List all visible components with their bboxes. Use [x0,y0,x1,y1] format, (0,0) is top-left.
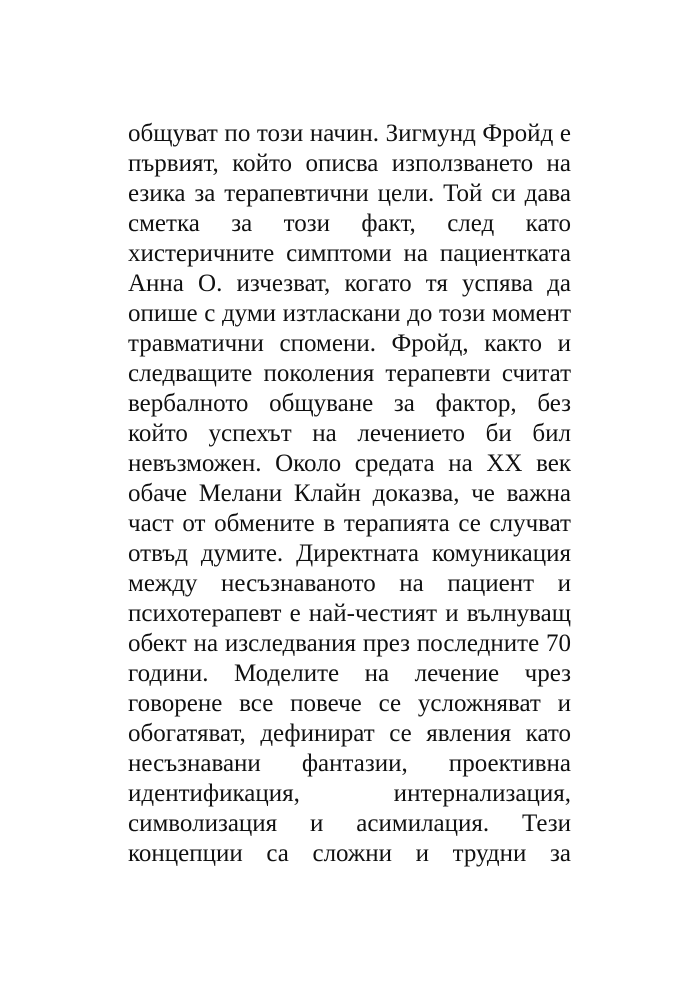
text-line-4: сметка за този факт, след като [128,210,571,237]
text-line-17: психотерапевт е най-честият и вълнуващ [128,600,571,627]
text-line-18: обект на изследвания през последните 70 [128,630,571,657]
text-line-12: невъзможен. Около средата на XX век [128,450,571,477]
text-line-10: вербалното общуване за фактор, без [128,390,571,417]
body-text [128,119,571,869]
text-line-20: говорене все повече се усложняват и [128,690,571,717]
text-line-7: опише с думи изтласкани до този момент [128,300,571,327]
text-line-13: обаче Мелани Клайн доказва, че важна [128,480,571,507]
text-line-9: следващите поколения терапевти считат [128,360,571,387]
text-line-16: между несъзнаваното на пациент и [128,570,571,597]
text-line-25: концепции са сложни и трудни за [128,840,571,867]
text-line-11: който успехът на лечението би бил [128,420,571,447]
text-line-6: Анна О. изчезват, когато тя успява да [128,270,571,297]
text-line-21: обогатяват, дефинират се явления като [128,720,571,747]
text-line-24: символизация и асимилация. Тези [128,810,571,837]
text-line-23: идентификация, интернализация, [128,780,571,807]
text-line-5: хистеричните симптоми на пациентката [128,240,571,267]
text-line-1: общуват по този начин. Зигмунд Фройд е [128,120,571,147]
text-line-19: години. Моделите на лечение чрез [128,660,571,687]
text-line-8: травматични спомени. Фройд, както и [128,330,571,357]
text-line-3: езика за терапевтични цели. Той си дава [128,180,571,207]
text-line-22: несъзнавани фантазии, проективна [128,750,571,777]
text-line-2: първият, който описва използването на [128,150,571,177]
text-line-14: част от обмените в терапията се случват [128,510,571,537]
text-line-15: отвъд думите. Директната комуникация [128,540,571,567]
